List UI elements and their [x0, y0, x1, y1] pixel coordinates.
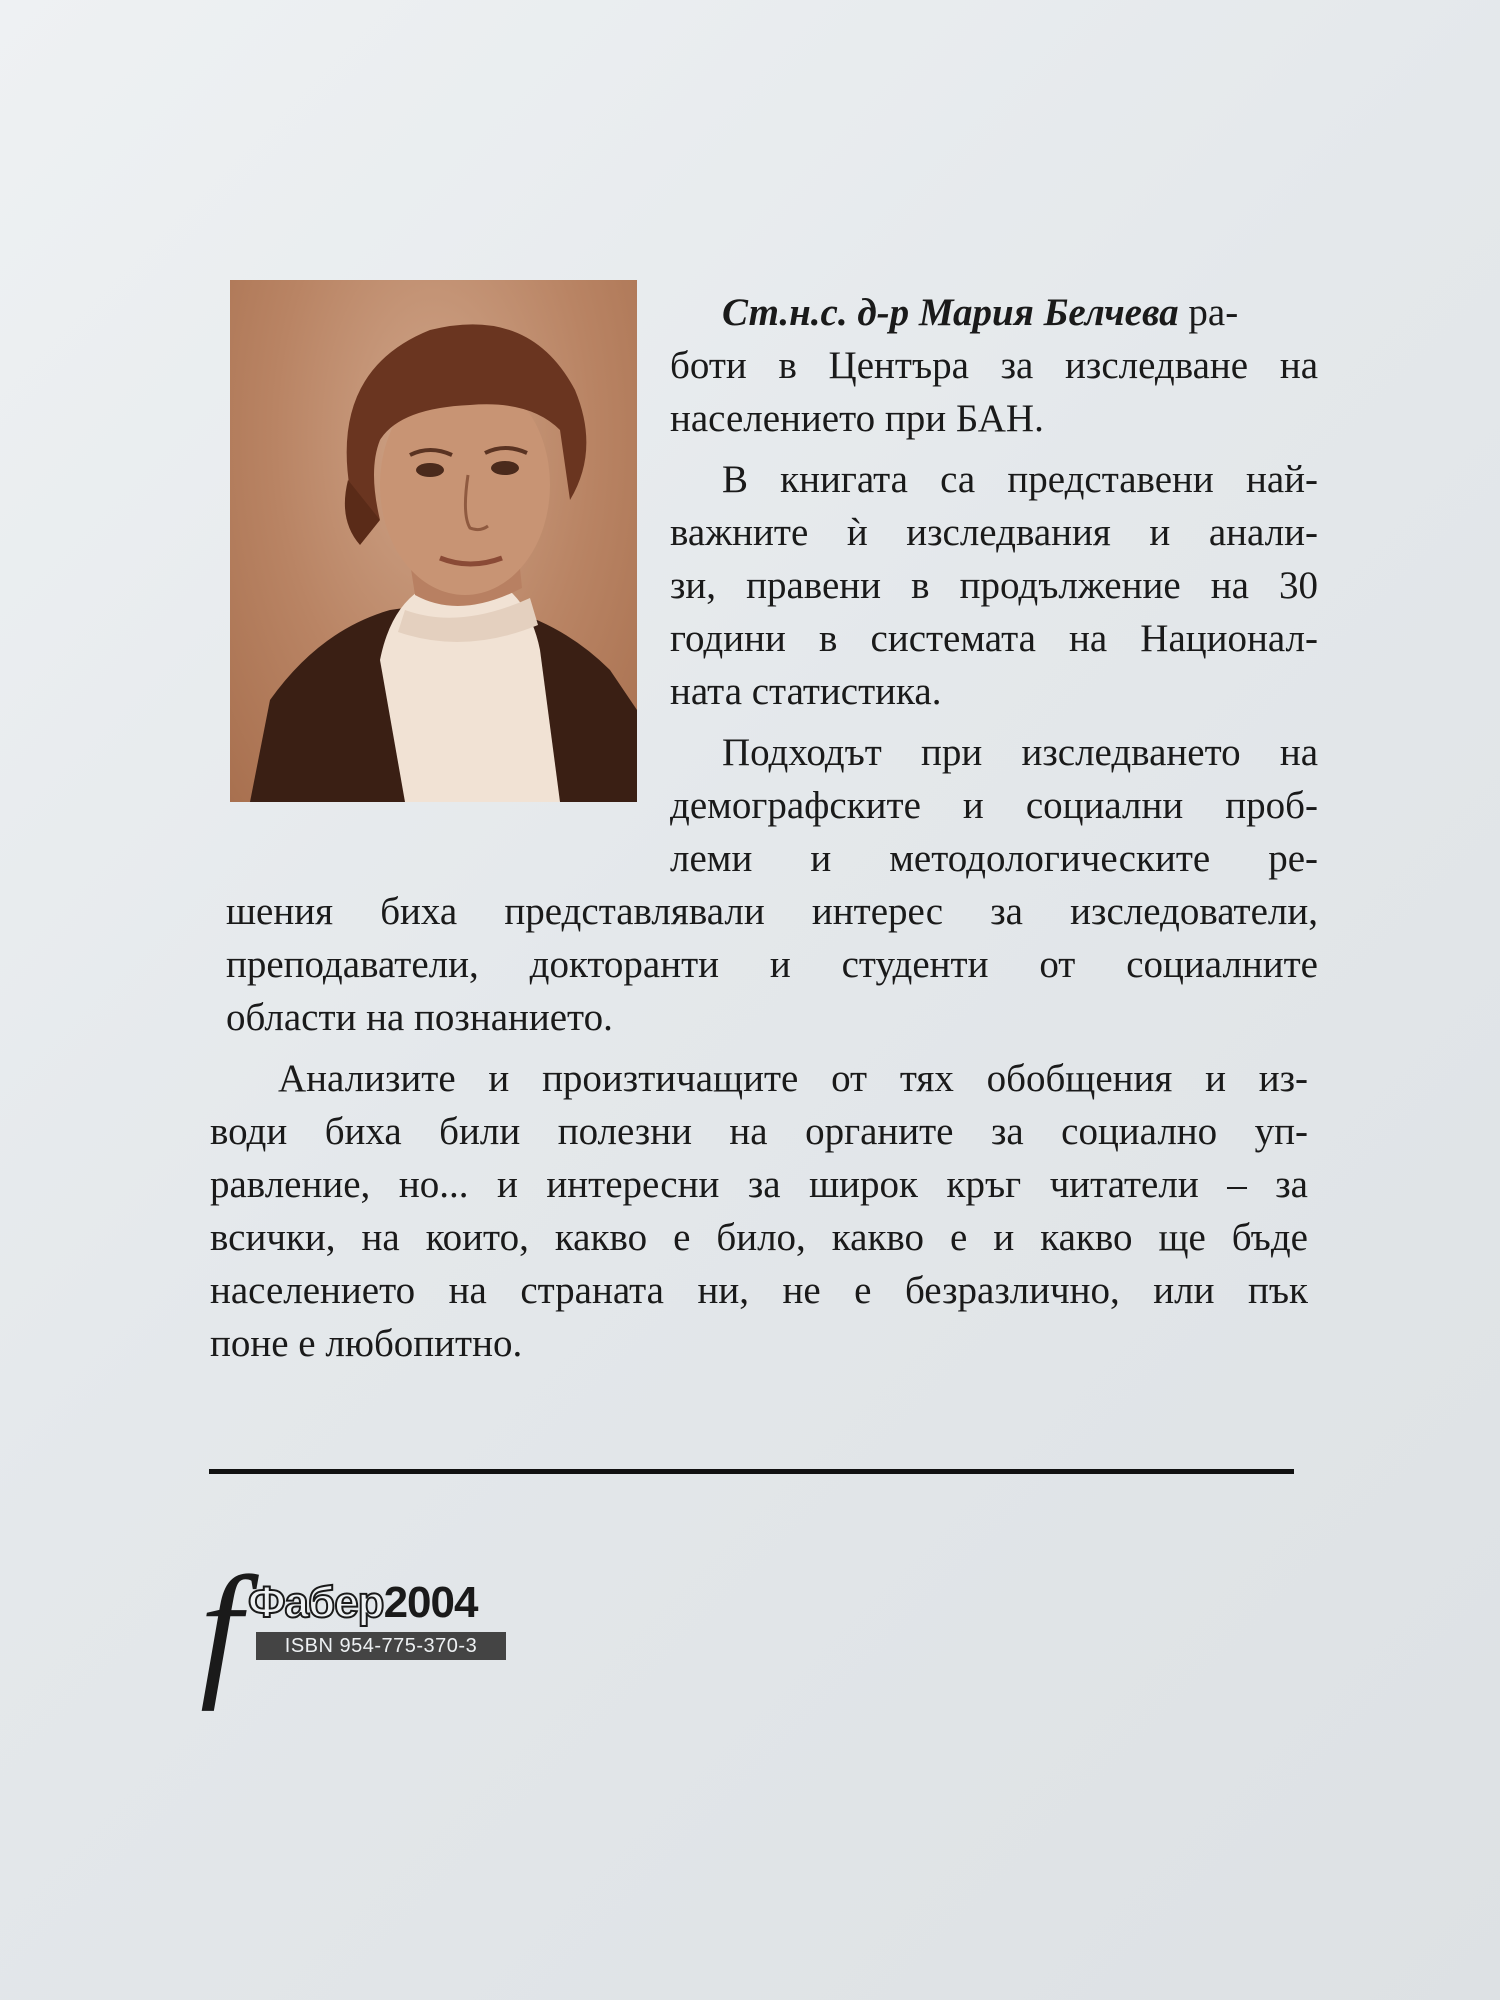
paragraph-2-line-2: важните ѝ изследвания и анали-	[670, 511, 1318, 554]
publisher-logo	[200, 1546, 520, 1712]
author-portrait	[230, 280, 637, 802]
paragraph-2-line-3: зи, правени в продължение на 30	[670, 564, 1318, 607]
paragraph-3-line-3: леми и методологическите ре-	[670, 837, 1318, 880]
paragraph-2-line-4: години в системата на Национал-	[670, 617, 1318, 660]
publisher-name-year	[248, 1578, 477, 1628]
paragraph-3-line-1: Подходът при изследването на	[722, 731, 1318, 774]
paragraph-4-line-1: Анализите и произтичащите от тях обобщения и из-	[278, 1057, 1308, 1100]
paragraph-4-line-2: води биха били полезни на органите за социално уп-	[210, 1110, 1308, 1153]
isbn-label: ISBN 954-775-370-3	[256, 1632, 506, 1660]
paragraph-4-line-6: поне е любопитно.	[210, 1322, 523, 1365]
paragraph-3-line-6: области на познанието.	[226, 996, 613, 1039]
paragraph-1-line-1: Ст.н.с. д-р Мария Белчева ра-	[722, 291, 1239, 334]
publisher-name: Фабер	[248, 1578, 384, 1627]
paragraph-4-line-3: равление, но... и интересни за широк кръг читатели – за	[210, 1163, 1308, 1206]
publication-year: 2004	[383, 1578, 478, 1627]
horizontal-divider	[209, 1469, 1294, 1474]
paragraph-4-line-4: всички, на които, какво е било, какво е и какво ще бъде	[210, 1216, 1308, 1259]
paragraph-2-line-5: ната статистика.	[670, 670, 942, 713]
paragraph-2-line-1: В книгата са представени най-	[722, 458, 1318, 501]
publisher-logo-letter: f	[200, 1546, 242, 1712]
portrait-photo	[230, 280, 637, 802]
paragraph-3-line-4: шения биха представлявали интерес за изследователи,	[226, 890, 1318, 933]
paragraph-3-line-2: демографските и социални проб-	[670, 784, 1318, 827]
author-name: Ст.н.с. д-р Мария Белчева	[722, 291, 1179, 334]
paragraph-4-line-5: населението на страната ни, не е безразлично, или пък	[210, 1269, 1308, 1312]
paragraph-1-line-3: населението при БАН.	[670, 397, 1044, 440]
paragraph-3-line-5: преподаватели, докторанти и студенти от социалните	[226, 943, 1318, 986]
paragraph-1-line-2: боти в Центъра за изследване на	[670, 344, 1318, 387]
